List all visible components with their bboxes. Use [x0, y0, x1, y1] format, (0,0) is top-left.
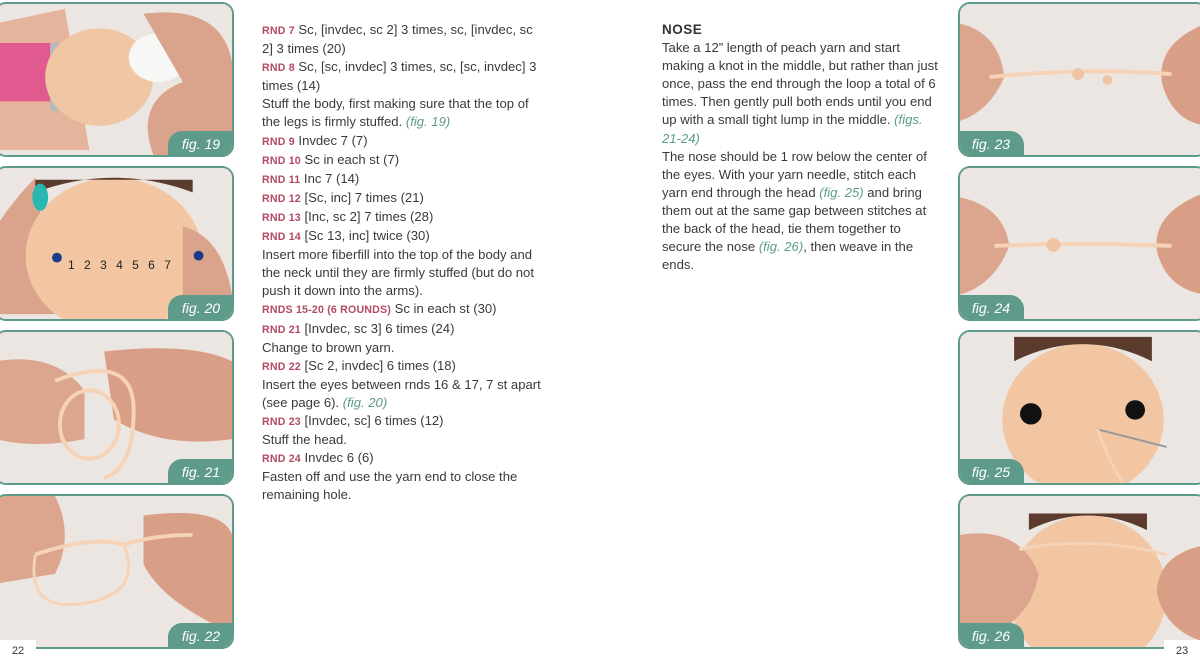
instruction-line	[262, 21, 542, 58]
instruction-line	[262, 208, 542, 227]
instruction-text: The nose should be 1 row below the center of the eyes. With your yarn needle, stitch each yarn end through the head	[662, 148, 927, 200]
instruction-line	[262, 189, 542, 208]
round-label: RND 12	[262, 192, 301, 205]
instruction-text: Invdec 7 (7)	[294, 132, 368, 148]
instruction-text: [Sc 2, invdec] 6 times (18)	[300, 357, 456, 373]
instruction-line	[262, 58, 542, 95]
figure-21-caption: fig. 21	[168, 459, 234, 485]
instruction-line	[262, 95, 542, 131]
instruction-line	[262, 339, 542, 357]
figure-reference: (fig. 20)	[342, 394, 388, 410]
round-label: RNDS 15-20 (6 ROUNDS)	[262, 304, 391, 317]
instruction-line	[262, 320, 542, 339]
figure-19	[0, 2, 234, 157]
instruction-line	[262, 170, 542, 189]
instruction-text: Invdec 6 (6)	[300, 450, 374, 466]
figure-24-caption: fig. 24	[958, 295, 1024, 321]
instruction-line	[262, 431, 542, 449]
instruction-text: [Invdec, sc] 6 times (12)	[300, 412, 444, 428]
stitch-label: 5	[132, 258, 142, 272]
instruction-text: Stuff the body, first making sure that the top of the legs is firmly stuffed.	[262, 96, 529, 130]
round-label: RND 13	[262, 211, 301, 224]
figure-26	[958, 494, 1200, 649]
nose-section	[662, 21, 942, 274]
instruction-line	[262, 227, 542, 246]
round-label: RND 9	[262, 135, 295, 148]
stitch-label: 2	[84, 258, 94, 272]
round-label: RND 22	[262, 360, 301, 373]
page-number-left: 22	[0, 640, 36, 662]
instruction-text: Sc in each st (7)	[300, 151, 400, 167]
instruction-text: and bring them out at the same gap between stitches at the back of the head, tie them together to secure the nose	[662, 184, 927, 255]
round-label: RND 10	[262, 154, 301, 167]
instruction-text: Inc 7 (14)	[300, 170, 360, 186]
instruction-line	[262, 412, 542, 431]
instruction-text: , then weave in the ends.	[662, 239, 914, 273]
instruction-line	[262, 132, 542, 151]
instruction-text: Insert the eyes between rnds 16 & 17, 7 st apart (see page 6).	[262, 376, 541, 410]
stitch-label: 1	[68, 258, 78, 272]
stitch-label: 6	[148, 258, 158, 272]
figure-reference: (fig. 25)	[819, 184, 864, 200]
figure-22	[0, 494, 234, 649]
figure-24	[958, 166, 1200, 321]
nose-instructions	[662, 39, 942, 274]
figure-reference: (fig. 26)	[758, 239, 804, 255]
stitch-label: 4	[116, 258, 126, 272]
figure-reference: (fig. 19)	[405, 114, 451, 130]
instruction-paragraph	[662, 148, 942, 275]
round-label: RND 11	[262, 173, 301, 186]
round-label: RND 14	[262, 231, 301, 244]
stitch-label: 3	[100, 258, 110, 272]
instruction-line	[262, 357, 542, 376]
pattern-instructions	[262, 21, 542, 504]
instruction-line	[262, 468, 542, 504]
figure-21	[0, 330, 234, 485]
figure-20-caption: fig. 20	[168, 295, 234, 321]
figure-26-caption: fig. 26	[958, 623, 1024, 649]
instruction-text: Change to brown yarn.	[262, 339, 395, 355]
instruction-text: Stuff the head.	[262, 432, 347, 448]
figure-20	[0, 166, 234, 321]
page-number-right: 23	[1164, 640, 1200, 662]
instruction-text: Sc, [sc, invdec] 3 times, sc, [sc, invdec] 3 times (14)	[262, 59, 537, 94]
instruction-paragraph	[662, 39, 942, 148]
instruction-text: Insert more fiberfill into the top of the body and the neck until they are firmly stuffed (but do not push it down into the arms).	[262, 247, 534, 299]
figure-19-caption: fig. 19	[168, 131, 234, 157]
section-heading: NOSE	[662, 22, 703, 37]
instruction-text: Sc, [invdec, sc 2] 3 times, sc, [invdec, sc 2] 3 times (20)	[262, 22, 533, 57]
stitch-count-labels	[68, 258, 174, 272]
round-label: RND 8	[262, 62, 295, 75]
instruction-line	[262, 151, 542, 170]
figure-reference: (figs. 21-24)	[662, 112, 923, 146]
instruction-text: [Sc 13, inc] twice (30)	[300, 228, 430, 244]
instruction-text: Take a 12” length of peach yarn and start making a knot in the middle, but rather than just once, pass the end through the loop a total of 6 times. Then gently pull both ends until you end up with a small tight lump in the middle.	[662, 40, 938, 128]
instruction-line	[262, 449, 542, 468]
figure-22-caption: fig. 22	[168, 623, 234, 649]
instruction-line	[262, 376, 542, 412]
figure-25	[958, 330, 1200, 485]
instruction-text: [Inc, sc 2] 7 times (28)	[300, 208, 434, 224]
figure-25-caption: fig. 25	[958, 459, 1024, 485]
figure-23	[958, 2, 1200, 157]
instruction-text: [Invdec, sc 3] 6 times (24)	[300, 320, 455, 336]
round-label: RND 21	[262, 323, 301, 336]
instruction-text: [Sc, inc] 7 times (21)	[300, 189, 424, 205]
instruction-text: Fasten off and use the yarn end to close the remaining hole.	[262, 469, 518, 503]
instruction-text: Sc in each st (30)	[391, 301, 497, 317]
instruction-line	[262, 300, 542, 319]
round-label: RND 24	[262, 453, 301, 466]
stitch-label: 7	[164, 258, 174, 272]
round-label: RND 23	[262, 415, 301, 428]
instruction-line	[262, 246, 542, 300]
figure-23-caption: fig. 23	[958, 131, 1024, 157]
round-label: RND 7	[262, 25, 295, 37]
